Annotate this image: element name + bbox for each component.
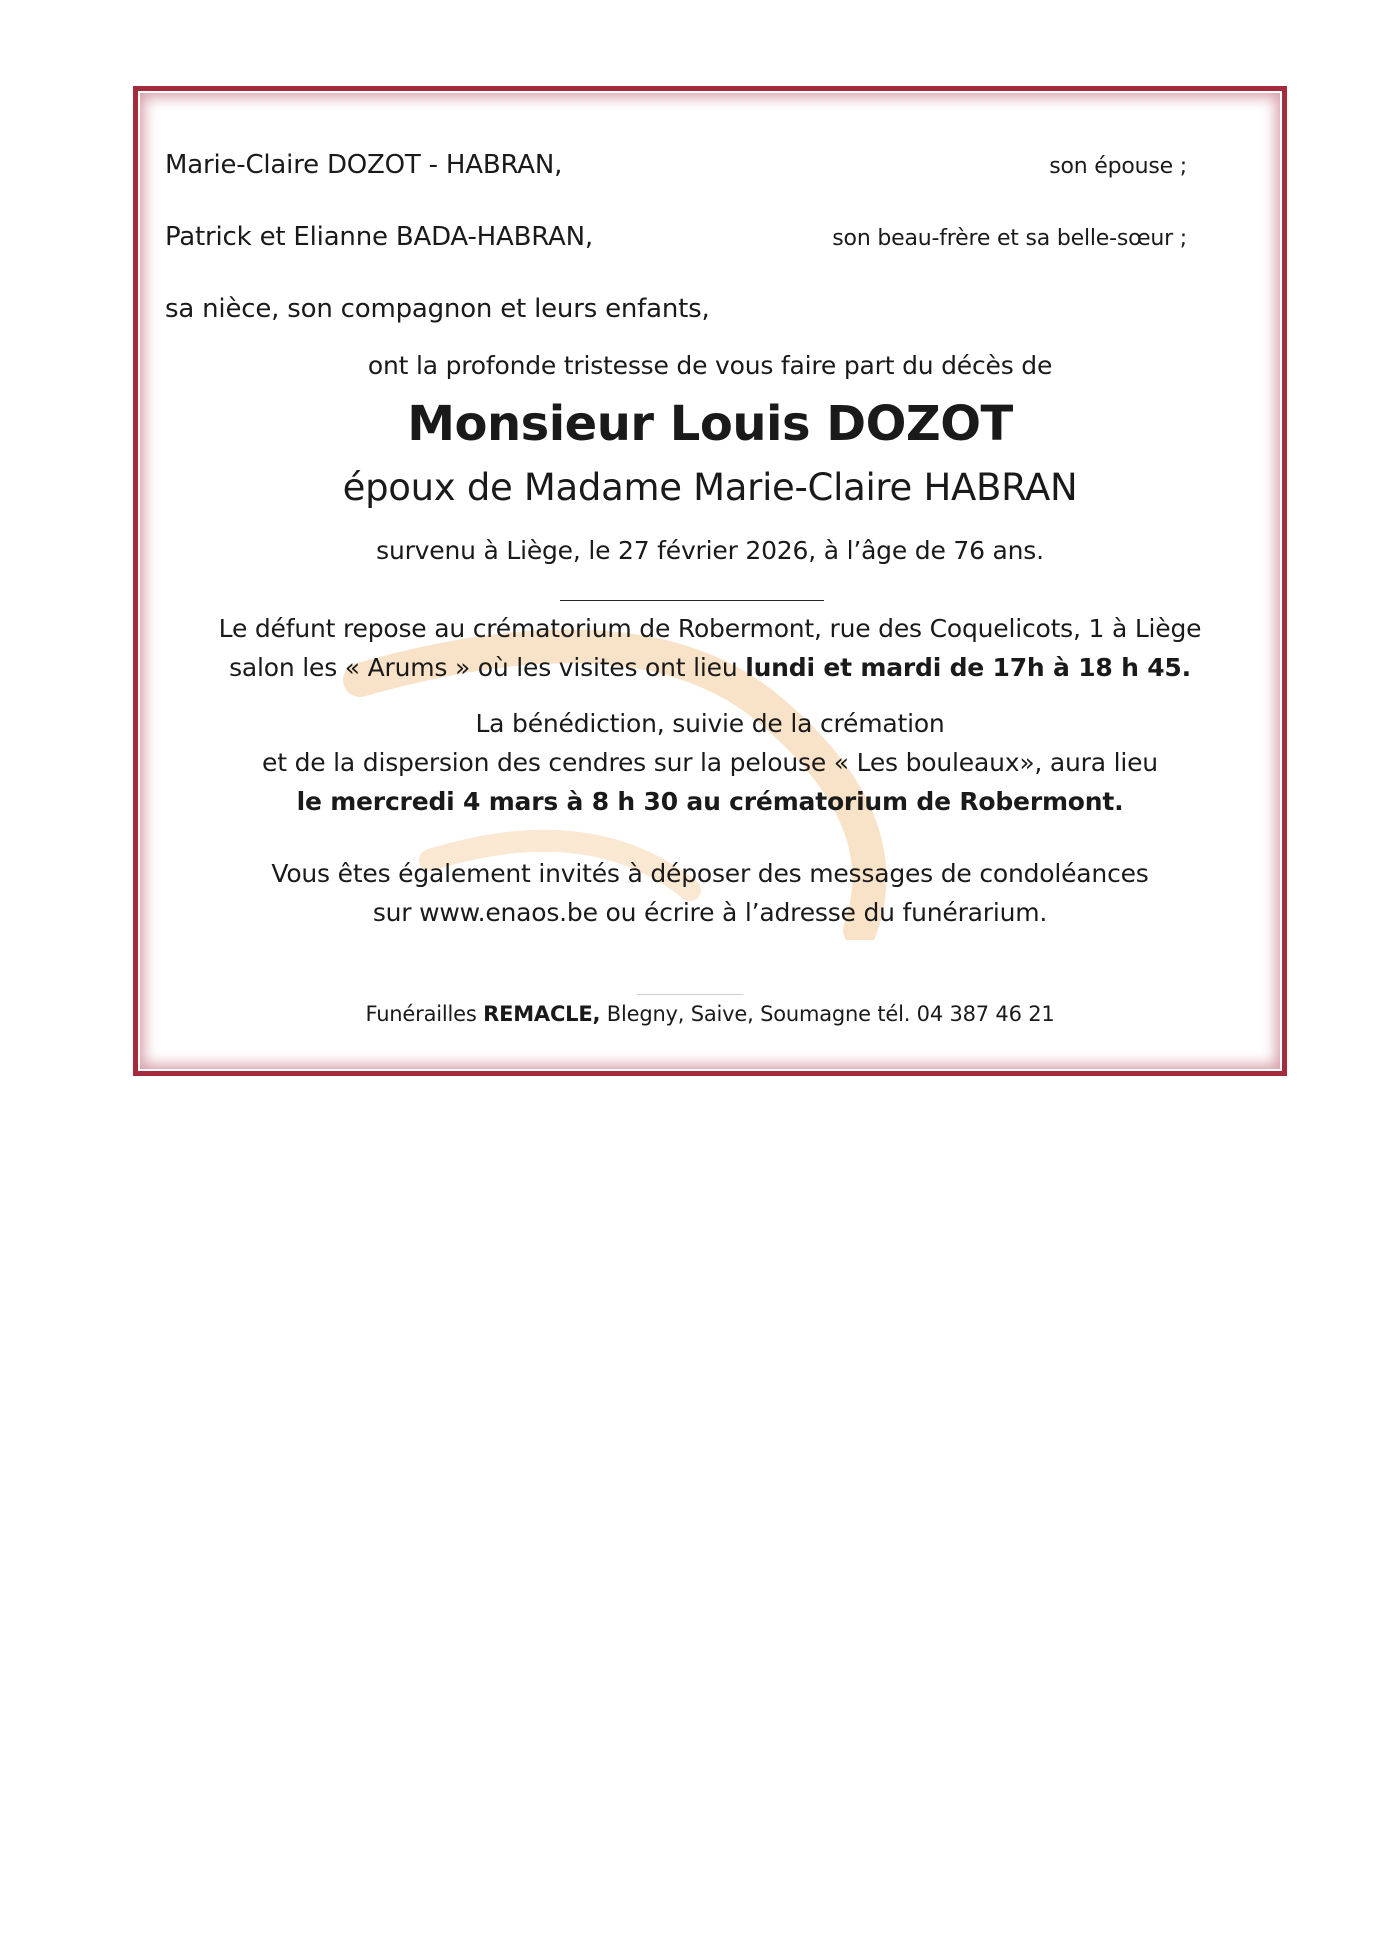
family-extra: sa nièce, son compagnon et leurs enfants, — [165, 294, 710, 324]
funeral-home-footer — [133, 1002, 1287, 1026]
family-role: son épouse ; — [1049, 154, 1187, 179]
condolences-line-1: Vous êtes également invités à déposer des messages de condoléances — [271, 859, 1149, 888]
deceased-name: Monsieur Louis DOZOT — [407, 396, 1013, 452]
ceremony-line-1: La bénédiction, suivie de la crémation — [475, 709, 945, 738]
visitation-days: lundi et mardi — [745, 653, 942, 682]
death-info: survenu à Liège, le 27 février 2026, à l’âge de 76 ans. — [376, 536, 1044, 565]
family-role: son beau-frère et sa belle-sœur ; — [832, 226, 1187, 251]
condolences-line-2: sur www.enaos.be ou écrire à l’adresse du funérarium. — [372, 898, 1048, 927]
family-row-spouse — [165, 150, 1187, 180]
footer-divider — [637, 994, 743, 995]
ceremony-line-3: le mercredi 4 mars à 8 h 30 au crématorium de Robermont. — [296, 787, 1124, 816]
footer-contact: Blegny, Saive, Soumagne tél. 04 387 46 21 — [600, 1002, 1055, 1026]
footer-company: REMACLE, — [483, 1002, 601, 1026]
visitation-line-2 — [133, 653, 1287, 682]
announcement-text: ont la profonde tristesse de vous faire part du décès de — [367, 351, 1053, 380]
visitation-line-1: Le défunt repose au crématorium de Robermont, rue des Coquelicots, 1 à Liège — [218, 614, 1202, 643]
visitation-prefix: salon les « Arums » où les visites ont lieu — [229, 653, 746, 682]
family-name: Marie-Claire DOZOT - HABRAN, — [165, 150, 563, 180]
deceased-spouse: époux de Madame Marie-Claire HABRAN — [342, 466, 1078, 509]
footer-prefix: Funérailles — [365, 1002, 484, 1026]
family-row-inlaws — [165, 222, 1187, 252]
family-name: Patrick et Elianne BADA-HABRAN, — [165, 222, 593, 252]
separator-line — [560, 600, 824, 601]
visitation-hours: de 17h à 18 h 45. — [941, 653, 1191, 682]
ceremony-line-2: et de la dispersion des cendres sur la pelouse « Les bouleaux», aura lieu — [262, 748, 1158, 777]
